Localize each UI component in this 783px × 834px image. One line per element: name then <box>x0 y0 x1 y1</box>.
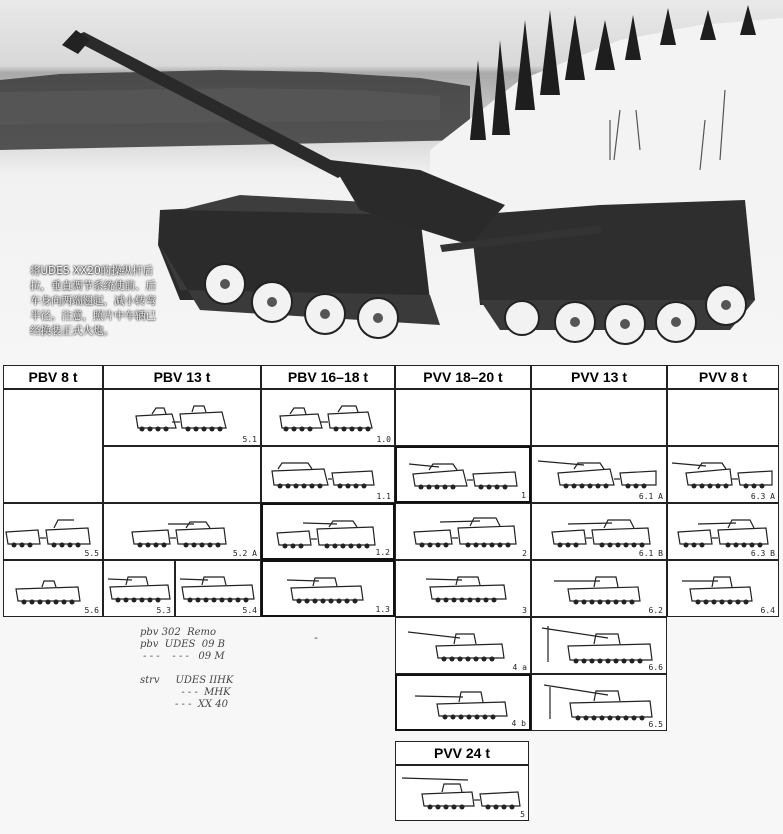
concept-code: 6.6 <box>648 663 663 672</box>
vehicle-sketch <box>106 571 174 603</box>
vehicle-sketch <box>672 457 776 491</box>
empty-cell <box>3 389 103 503</box>
vehicle-sketch <box>130 514 230 548</box>
vehicle-sketch <box>538 455 658 491</box>
concept-cell-6.1A <box>531 446 667 503</box>
vehicle-sketch <box>273 515 379 549</box>
vehicle-sketch <box>548 514 654 548</box>
concept-cell-5.5 <box>3 503 103 560</box>
concept-code: 5.5 <box>84 549 99 558</box>
vehicle-sketch <box>682 571 756 605</box>
vehicle-sketch <box>540 681 660 723</box>
header-pbv-8t: PBV 8 t <box>3 365 103 389</box>
vehicle-sketch <box>12 573 86 605</box>
concept-cell-4b <box>395 674 531 731</box>
concept-cell-5.2A <box>103 503 261 560</box>
concept-cell-5 <box>395 765 529 821</box>
concept-code: 5.3 <box>156 606 171 615</box>
concept-code: 2 <box>522 549 527 558</box>
vehicle-sketch <box>415 684 515 720</box>
concept-cell-6.2 <box>531 560 667 617</box>
vehicle-sketch <box>276 402 376 434</box>
concept-code: 1 <box>521 491 526 500</box>
empty-cell <box>667 389 779 446</box>
concept-code: 5.1 <box>242 435 257 444</box>
concept-code: 6.5 <box>648 720 663 729</box>
photo-caption: 将UDES XX20的操纵杆后拉，垂直调节系统使前、后车身向两端翘起，减小转弯半径。注意，照片中车辆已经换装正式火炮。 <box>30 265 156 337</box>
concept-code: 3 <box>522 606 527 615</box>
concept-code: 5.4 <box>242 606 257 615</box>
vehicle-sketch <box>402 774 522 810</box>
concept-code: 4 a <box>512 663 527 672</box>
concept-code: 5.6 <box>84 606 99 615</box>
concept-code: 4 b <box>511 719 526 728</box>
tank-photo <box>0 0 783 365</box>
vehicle-sketch <box>408 626 508 662</box>
handwritten-notes: pbv 302 Remo pbv UDES 09 B - - - - - - 09 M strv UDES IIHK - - - MHK - - - XX 40 <box>140 627 234 710</box>
empty-cell <box>395 389 531 446</box>
concept-code: 6.3 A <box>750 492 775 501</box>
concept-code: 6.1 B <box>638 549 663 558</box>
concept-cell-5.6 <box>3 560 103 617</box>
concept-cell-5.3 <box>103 560 175 617</box>
concept-cell-1.3 <box>261 560 395 617</box>
header-pvv-18-20t: PVV 18–20 t <box>395 365 531 389</box>
header-pvv-8t: PVV 8 t <box>667 365 779 389</box>
concept-cell-6.3A <box>667 446 779 503</box>
vehicle-sketch <box>409 458 521 492</box>
pencil-mark: - <box>314 631 318 644</box>
vehicle-sketch <box>410 512 520 548</box>
concept-cell-1 <box>395 446 531 503</box>
vehicle-concept-table <box>0 365 783 834</box>
concept-cell-1.1 <box>261 446 395 503</box>
concept-code: 1.2 <box>375 548 390 557</box>
concept-cell-6.4 <box>667 560 779 617</box>
concept-cell-1.0 <box>261 389 395 446</box>
concept-code: 6.2 <box>648 606 663 615</box>
concept-code: 5 <box>520 810 525 819</box>
concept-cell-6.3B <box>667 503 779 560</box>
vehicle-sketch <box>178 571 258 603</box>
header-pbv-16-18t: PBV 16–18 t <box>261 365 395 389</box>
vehicle-sketch <box>554 571 644 605</box>
concept-cell-6.1B <box>531 503 667 560</box>
vehicle-sketch <box>538 622 662 666</box>
concept-code: 6.4 <box>760 606 775 615</box>
concept-cell-6.6 <box>531 617 667 674</box>
concept-cell-5.1 <box>103 389 261 446</box>
concept-cell-6.5 <box>531 674 667 731</box>
vehicle-sketch <box>426 571 510 603</box>
vehicle-sketch <box>674 514 774 548</box>
vehicle-sketch <box>4 516 100 548</box>
concept-code: 1.0 <box>376 435 391 444</box>
concept-code: 6.3 B <box>750 549 775 558</box>
concept-cell-1.2 <box>261 503 395 560</box>
vehicle-sketch <box>132 402 232 434</box>
header-pbv-13t: PBV 13 t <box>103 365 261 389</box>
empty-cell <box>103 446 261 503</box>
concept-code: 5.2 A <box>232 549 257 558</box>
vehicle-sketch <box>287 572 367 604</box>
vehicle-sketch <box>268 459 378 491</box>
concept-code: 6.1 A <box>638 492 663 501</box>
concept-cell-5.4 <box>175 560 261 617</box>
header-pvv-13t: PVV 13 t <box>531 365 667 389</box>
concept-cell-4a <box>395 617 531 674</box>
concept-code: 1.3 <box>375 605 390 614</box>
concept-cell-3 <box>395 560 531 617</box>
empty-cell <box>531 389 667 446</box>
concept-code: 1.1 <box>376 492 391 501</box>
header-pvv-24t: PVV 24 t <box>395 741 529 765</box>
concept-cell-2 <box>395 503 531 560</box>
